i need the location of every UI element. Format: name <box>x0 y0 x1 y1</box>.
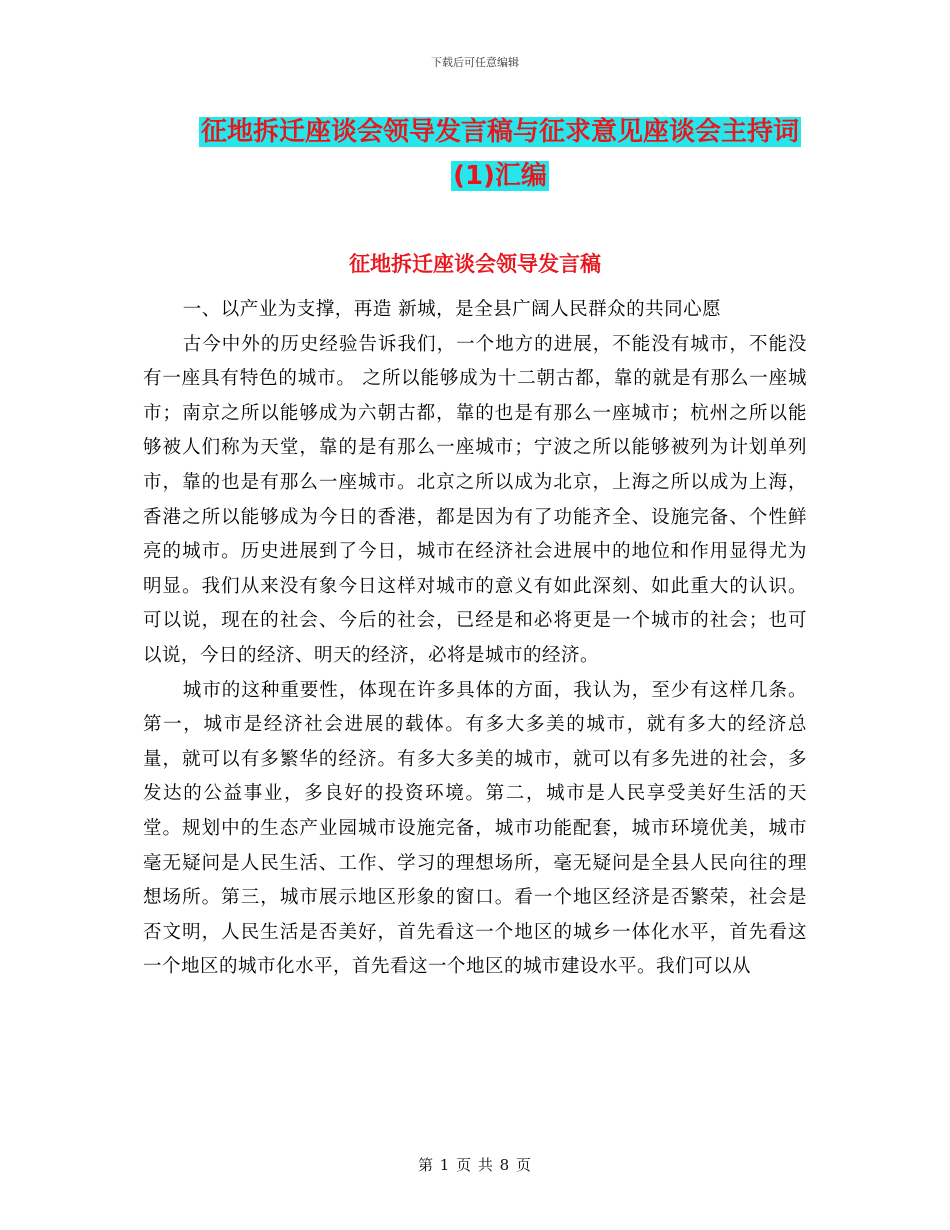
paragraph: 城市的这种重要性，体现在许多具体的方面，我认为，至少有这样几条。第一，城市是经济社会进展的载体。有多大多美的城市，就有多大的经济总量，就可以有多繁华的经济。有多大多美的城市，就可以有多先进的社会，多发达的公益事业，多良好的投资环境。第二，城市是人民享受美好生活的天堂。规划中的生态产业园城市设施完备，城市功能配套，城市环境优美，城市毫无疑问是人民生活、工作、学习的理想场所，毫无疑问是全县人民向往的理想场所。第三，城市展示地区形象的窗口。看一个地区经济是否繁荣，社会是否文明，人民生活是否美好，首先看这一个地区的城乡一体化水平，首先看这一个地区的城市化水平，首先看这一个地区的城市建设水平。我们可以从 <box>143 679 807 978</box>
paragraph: 古今中外的历史经验告诉我们，一个地方的进展，不能没有城市，不能没有一座具有特色的城市。 之所以能够成为十二朝古都，靠的就是有那么一座城市；南京之所以能够成为六朝古都，靠的也是有那么一座城市；杭州之所以能够被人们称为天堂，靠的是有那么一座城市；宁波之所以能够被列为计划单列市，靠的也是有那么一座城市。北京之所以成为北京，上海之所以成为上海，香港之所以能够成为今日的香港，都是因为有了功能齐全、设施完备、个性鲜亮的城市。历史进展到了今日，城市在经济社会进展中的地位和作用显得尤为明显。我们从来没有象今日这样对城市的意义有如此深刻、如此重大的认识。可以说，现在的社会、今后的社会，已经是和必将更是一个城市的社会；也可以说，今日的经济、明天的经济，必将是城市的经济。 <box>143 333 807 666</box>
paragraph: 一、以产业为支撑，再造 新城，是全县广阔人民群众的共同心愿 <box>182 299 722 320</box>
body-text <box>143 293 807 985</box>
document-title-line2: (1)汇编 <box>453 161 547 191</box>
section-title: 征地拆迁座谈会领导发言稿 <box>349 252 601 276</box>
page-number-footer: 第 1 页 共 8 页 <box>418 1156 532 1174</box>
document-title <box>170 110 830 198</box>
header-note: 下载后可任意编辑 <box>431 56 519 69</box>
document-title-line1: 征地拆迁座谈会领导发言稿与征求意见座谈会主持词 <box>200 117 799 147</box>
